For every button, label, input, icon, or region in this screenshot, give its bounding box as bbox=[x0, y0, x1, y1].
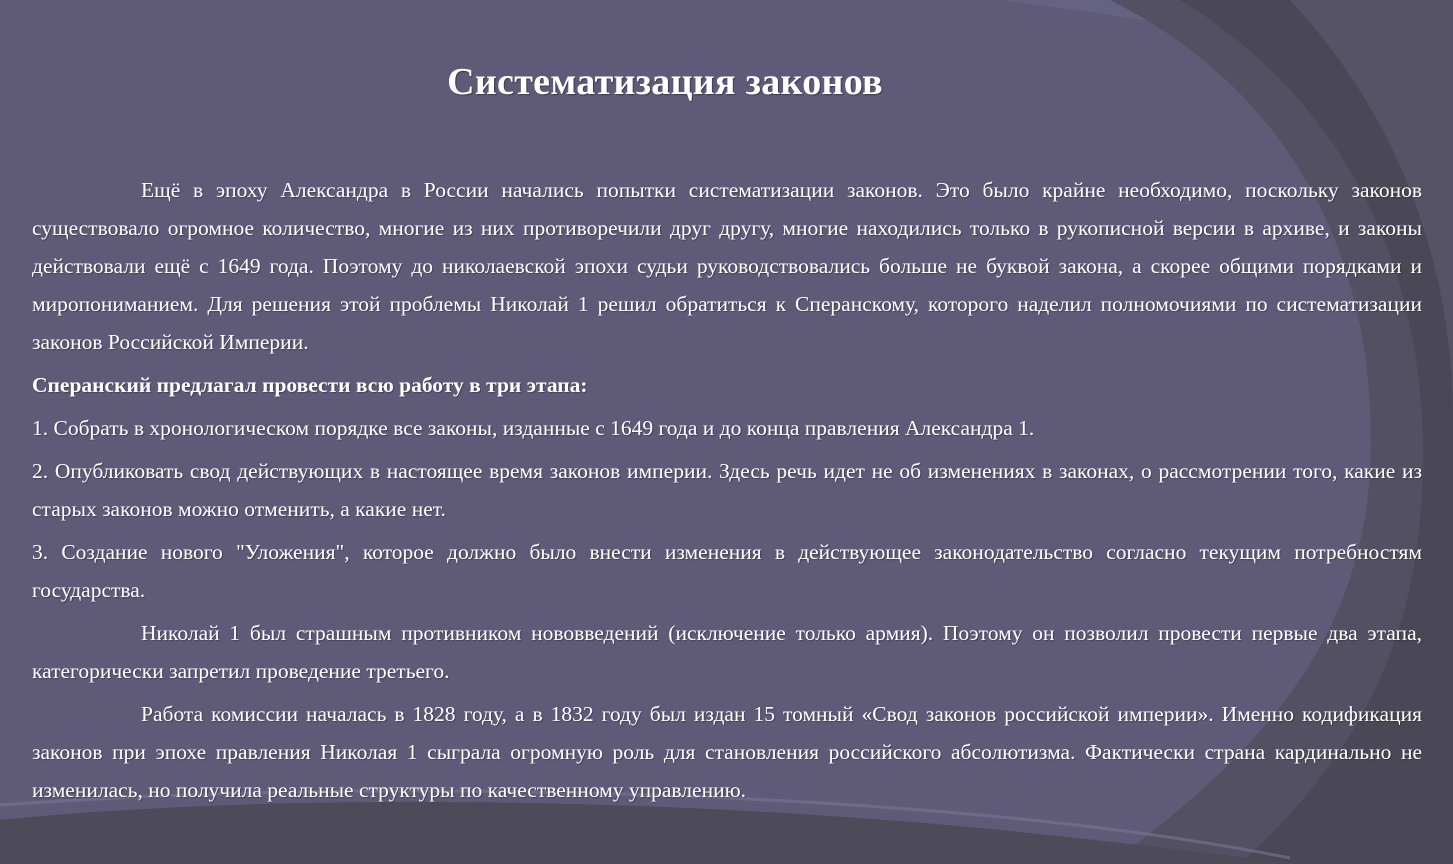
stage-2-paragraph: 2. Опубликовать свод действующих в настоящее время законов империи. Здесь речь идет не об изменениях в законах, о рассмотрении того, какие из старых законов можно отменить, а какие нет. bbox=[32, 459, 1422, 521]
nicholas-paragraph: Николай 1 был страшным противником нововведений (исключение только армия). Поэтому он позволил провести первые два этапа, категорически запретил проведение третьего. bbox=[32, 621, 1422, 683]
stages-heading: Сперанский предлагал провести всю работу в три этапа: bbox=[32, 373, 588, 397]
intro-paragraph: Ещё в эпоху Александра в России начались попытки систематизации законов. Это было крайне необходимо, поскольку законов существовало огромное количество, многие из них противоречили друг другу, многие находились только в рукописной версии в архиве, и законы действовали ещё с 1649 года. Поэтому до николаевской эпохи судьи руководствовались больше не буквой закона, а скорее общими порядками и миропониманием. Для решения этой проблемы Николай 1 решил обратиться к Сперанскому, которого наделил полномочиями по систематизации законов Российской Империи. bbox=[32, 178, 1422, 354]
slide-title: Систематизация законов bbox=[447, 61, 883, 103]
slide-body bbox=[32, 171, 1422, 814]
stage-1-paragraph: 1. Собрать в хронологическом порядке все законы, изданные с 1649 года и до конца правления Александра 1. bbox=[32, 416, 1035, 440]
commission-paragraph: Работа комиссии началась в 1828 году, а в 1832 году был издан 15 томный «Свод законов российской империи». Именно кодификация законов при эпохе правления Николая 1 сыграла огромную роль для становления российского абсолютизма. Фактически страна кардинально не изменилась, но получила реальные структуры по качественному управлению. bbox=[32, 702, 1422, 802]
stage-3-paragraph: 3. Создание нового "Уложения", которое должно было внести изменения в действующее законодательство согласно текущим потребностям государства. bbox=[32, 540, 1422, 602]
